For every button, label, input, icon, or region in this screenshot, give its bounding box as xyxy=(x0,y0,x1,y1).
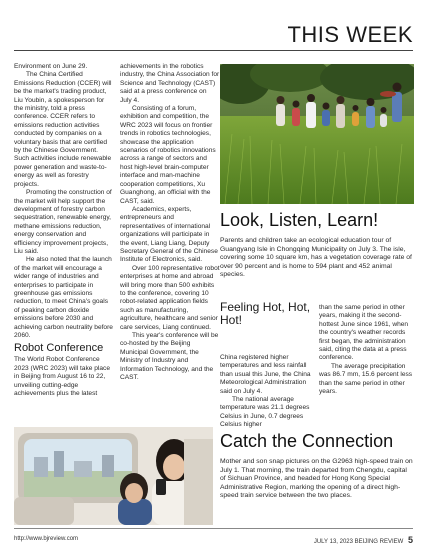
paragraph: The national average temperature was 21.1 degrees Celsius in June, 0.7 degrees Celsius higher xyxy=(220,396,310,429)
feeling-hot-heading: Feeling Hot, Hot, Hot! xyxy=(220,300,311,327)
catch-connection-caption: Mother and son snap pictures on the G2963 high-speed train on July 1. That morning, the train departed from Chengdu, capital of Sichuan Province, and headed for Hong Kong Special Administrative Region, marking the opening of a direct high-speed train service between the two places. xyxy=(220,458,413,500)
photo-field-tour xyxy=(220,64,414,204)
paragraph: Promoting the construction of the market will help support the development of forestry carbon sequestration, renewable energy, methane emissions reduction, energy conservation and efficiency improvement projects, Liu said. xyxy=(14,189,112,255)
look-listen-learn-caption: Parents and children take an ecological education tour of Guangyang Isle in Chongqing Municipality on July 3. The isle, covering some 10 square km, has a vegetation coverage rate of over 90 percent and is home to 594 plant and 452 animal species. xyxy=(220,237,412,279)
page-number: 5 xyxy=(407,535,413,545)
header-divider xyxy=(14,50,413,51)
footer-date: JULY 13, 2023 BEIJING REVIEW xyxy=(313,539,404,545)
paragraph: This year's conference will be co-hosted by the Beijing Municipal Government, the Ministry of Industry and Information Technology, and the CAST. xyxy=(120,332,219,382)
article-column-2 xyxy=(120,63,220,382)
photo-high-speed-train xyxy=(14,427,213,525)
paragraph: than the same period in other years, making it the second-hottest June since 1961, when the country's weather records first began, the administration said, citing the data at a press conference. xyxy=(319,304,409,362)
paragraph: achievements in the robotics industry, the China Association for Science and Technology (CAST) said at a press conference on July 4. xyxy=(120,63,220,104)
robot-conference-heading: Robot Conference xyxy=(14,342,104,355)
paragraph: Academics, experts, entrepreneurs and representatives of international organizations will participate in the event, Liang Liang, Deputy Secretary General of the Chinese Institute of Electronics, said. xyxy=(120,205,218,264)
feeling-hot-column-1 xyxy=(220,354,315,430)
paragraph: Consisting of a forum, exhibition and competition, the WRC 2023 will focus on frontier trends in robotics technologies, showcase the application scenarios of robotics innovations across a range of sectors and host high-level brain-computer interface and man-machine cooperation competitions, Xu Guanghong, an official with the CAST, said. xyxy=(120,105,216,205)
paragraph: The World Robot Conference 2023 (WRC 2023) will take place in Beijing from August 16 to 22, unveiling cutting-edge achievements plus the latest xyxy=(14,356,111,398)
catch-connection-heading: Catch the Connection xyxy=(220,431,394,451)
look-listen-learn-heading: Look, Listen, Learn! xyxy=(220,210,379,230)
paragraph: The China Certified Emissions Reduction (CCER) will be the market's trading product, Liu Youbin, a spokesperson for the ministry, told a press conference. CCER refers to emissions reduction activities conducted by companies on a voluntary basis that are certified by the Chinese Government. Such activities include renewable power generation and waste-to-energy as well as forestry projects. xyxy=(14,71,112,188)
paragraph: He also noted that the launch of the market will encourage a wider range of industries and enterprises to participate in greenhouse gas emissions reduction, to meet China's goals of peaking carbon dioxide emissions before 2030 and achieving carbon neutrality before 2060. xyxy=(14,256,113,339)
paragraph: Over 100 representative robot enterprises at home and abroad will bring more than 500 exhibits to the conference, covering 10 robot-related application fields such as manufacturing, agriculture, healthcare and senior care services, Liang continued. xyxy=(120,264,220,331)
footer-publication xyxy=(314,535,413,545)
feeling-hot-column-2 xyxy=(319,304,414,396)
paragraph: The average precipitation was 86.7 mm, 15.6 percent less than the same period in other years. xyxy=(319,362,413,396)
paragraph: China registered higher temperatures and less rainfall than usual this June, the China Meteorological Administration said on July 4. xyxy=(220,354,311,395)
article-column-1 xyxy=(14,63,114,398)
footer-url[interactable]: http://www.bjreview.com xyxy=(14,536,79,542)
footer-divider xyxy=(14,528,413,529)
section-title: THIS WEEK xyxy=(287,22,413,47)
paragraph: Environment on June 29. xyxy=(14,63,88,70)
